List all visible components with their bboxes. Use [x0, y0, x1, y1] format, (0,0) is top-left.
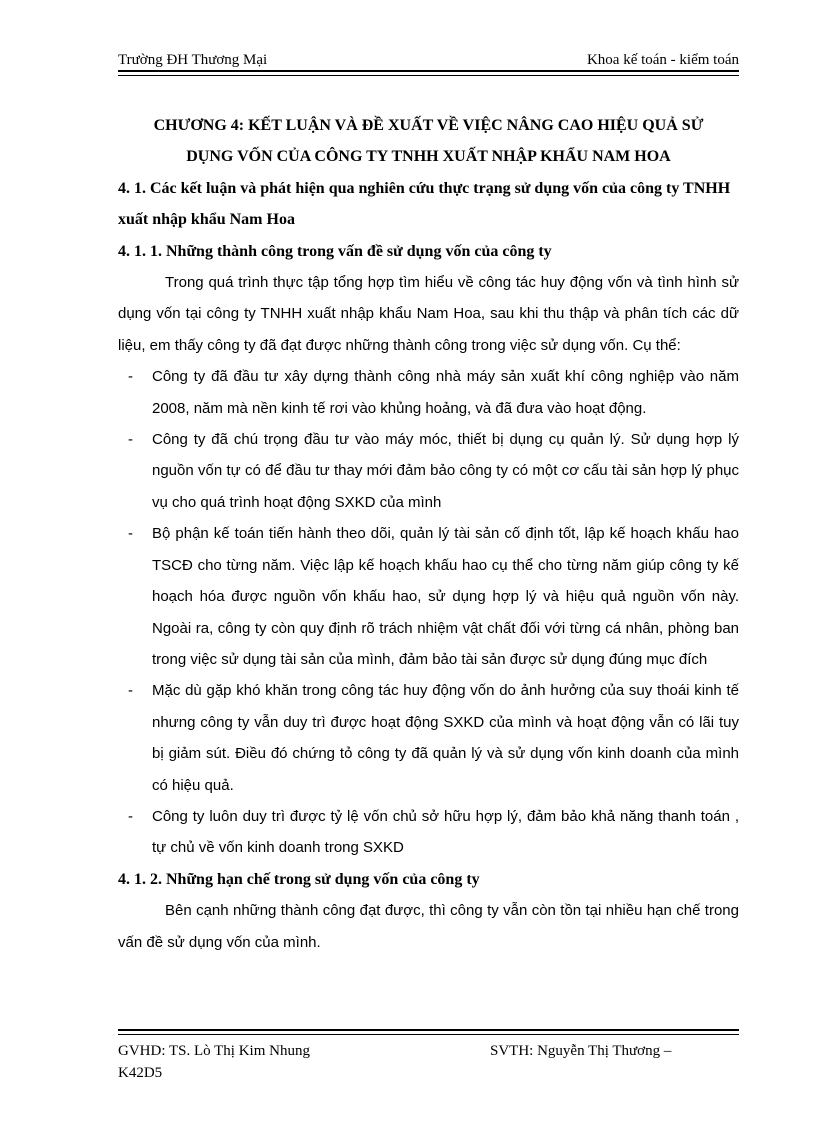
footer-supervisor: GVHD: TS. Lò Thị Kim Nhung: [118, 1043, 310, 1059]
header-faculty: Khoa kế toán - kiểm toán: [586, 52, 739, 68]
header-university: Trường ĐH Thương Mại: [118, 52, 268, 68]
list-item-text: Công ty đã đầu tư xây dựng thành công nhà máy sản xuất khí công nghiệp vào năm 2008, năm mà nền kinh tế rơi vào khủng hoảng, và đã đưa vào hoạt động.: [152, 368, 739, 417]
list-item: [118, 518, 739, 675]
footer-rule: [118, 1029, 739, 1035]
section-4-1-1-intro: Trong quá trình thực tập tổng hợp tìm hiểu về công tác huy động vốn và tình hình sử dụng vốn tại công ty TNHH xuất nhập khẩu Nam Hoa, sau khi thu thập và phân tích các dữ liệu, em thấy công ty đã đạt được những thành công trong việc sử dụng vốn. Cụ thể:: [118, 274, 739, 354]
list-item-text: Mặc dù gặp khó khăn trong công tác huy động vốn do ảnh hưởng của suy thoái kinh tế nhưng công ty vẫn duy trì được hoạt động SXKD của mình và hoạt động vẫn có lãi tuy bị giảm sút. Điều đó chứng tỏ công ty đã quản lý và sử dụng vốn kinh doanh của mình có hiệu quả.: [152, 682, 739, 794]
section-4-1-2-intro: Bên cạnh những thành công đạt được, thì công ty vẫn còn tồn tại nhiều hạn chế trong vấn đề sử dụng vốn của mình.: [118, 902, 739, 951]
list-item: [118, 424, 739, 518]
page-header: [118, 50, 739, 70]
list-item-text: Công ty đã chú trọng đầu tư vào máy móc, thiết bị dụng cụ quản lý. Sử dụng hợp lý nguồn vốn tự có để đầu tư thay mới đảm bảo công ty có một cơ cấu tài sản hợp lý phục vụ cho quá trình hoạt động SXKD của mình: [152, 431, 739, 511]
document-page: [118, 0, 739, 1123]
section-4-1-heading: 4. 1. Các kết luận và phát hiện qua nghiên cứu thực trạng sử dụng vốn của công ty TNHH xuất nhập khẩu Nam Hoa: [118, 179, 731, 229]
section-4-1-2-heading: 4. 1. 2. Những hạn chế trong sử dụng vốn của công ty: [118, 870, 480, 888]
bullet-dash: -: [128, 807, 133, 825]
page-footer: [118, 1040, 739, 1084]
header-rule: [118, 70, 739, 76]
bullet-dash: -: [128, 431, 133, 449]
bullet-dash: -: [128, 682, 133, 700]
footer-student: SVTH: Nguyễn Thị Thương –: [490, 1043, 672, 1059]
chapter-title-line-1: CHƯƠNG 4: KẾT LUẬN VÀ ĐỀ XUẤT VỀ VIỆC NÂNG CAO HIỆU QUẢ SỬ: [153, 117, 704, 134]
chapter-title: [118, 110, 739, 173]
list-item: [118, 361, 739, 424]
bullet-dash: -: [128, 368, 133, 386]
list-item: [118, 675, 739, 801]
achievements-list: [118, 361, 739, 864]
chapter-title-line-2: DỤNG VỐN CỦA CÔNG TY TNHH XUẤT NHẬP KHẨU NAM HOA: [186, 148, 671, 166]
page-content: [118, 110, 739, 958]
list-item: [118, 801, 739, 864]
footer-student-class: K42D5: [118, 1065, 163, 1081]
list-item-text: Bộ phận kế toán tiến hành theo dõi, quản lý tài sản cố định tốt, lập kế hoạch khấu hao TSCĐ cho từng năm. Việc lập kế hoạch khấu hao cụ thể cho từng năm giúp công ty kế hoạch hóa được nguồn vốn khấu hao, sử dụng hợp lý và hiệu quả nguồn vốn này. Ngoài ra, công ty còn quy định rõ trách nhiệm vật chất đối với từng cá nhân, phòng ban trong việc sử dụng tài sản của mình, đảm bảo tài sản được sử dụng đúng mục đích: [152, 525, 739, 668]
list-item-text: Công ty luôn duy trì được tỷ lệ vốn chủ sở hữu hợp lý, đảm bảo khả năng thanh toán , tự chủ về vốn kinh doanh trong SXKD: [152, 807, 739, 857]
section-4-1-1-heading: 4. 1. 1. Những thành công trong vấn đề sử dụng vốn của công ty: [118, 242, 552, 260]
bullet-dash: -: [128, 525, 133, 543]
